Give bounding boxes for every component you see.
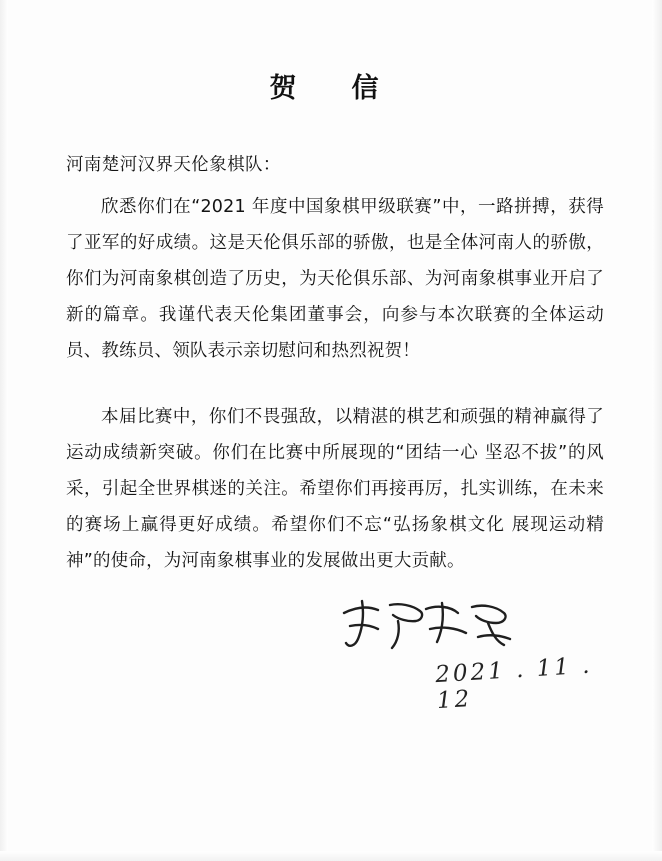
scan-edge-bottom: [0, 851, 662, 861]
signature-area: [66, 585, 604, 745]
paragraph-2: 本届比赛中，你们不畏强敌，以精湛的棋艺和顽强的精神赢得了运动成绩新突破。你们在比赛中所展现的“团结一心 坚忍不拔”的风采，引起全世界棋迷的关注。希望你们再接再厉，扎实训练，在未来的赛场上赢得更好成绩。希望你们不忘“弘扬象棋文化 展现运动精神”的使命，为河南象棋事业的发展做出更大贡献。: [66, 407, 604, 572]
paragraph-1: 欣悉你们在“2021 年度中国象棋甲级联赛”中，一路拼搏，获得了亚军的好成绩。这是天伦俱乐部的骄傲，也是全体河南人的骄傲，你们为河南象棋创造了历史，为天伦俱乐部、为河南象棋事业开启了新的篇章。我谨代表天伦集团董事会，向参与本次联赛的全体运动员、教练员、领队表示亲切慰问和热烈祝贺！: [66, 197, 604, 362]
document-body: [0, 151, 662, 745]
salutation: 河南楚河汉界天伦象棋队：: [66, 155, 281, 175]
signature-date: 2021 . 11 . 12: [434, 653, 594, 715]
scan-edge-right: [652, 0, 662, 861]
page-title: 贺 信: [269, 73, 393, 104]
scan-edge-left: [0, 0, 8, 861]
signature-handwriting-icon: [338, 593, 518, 655]
